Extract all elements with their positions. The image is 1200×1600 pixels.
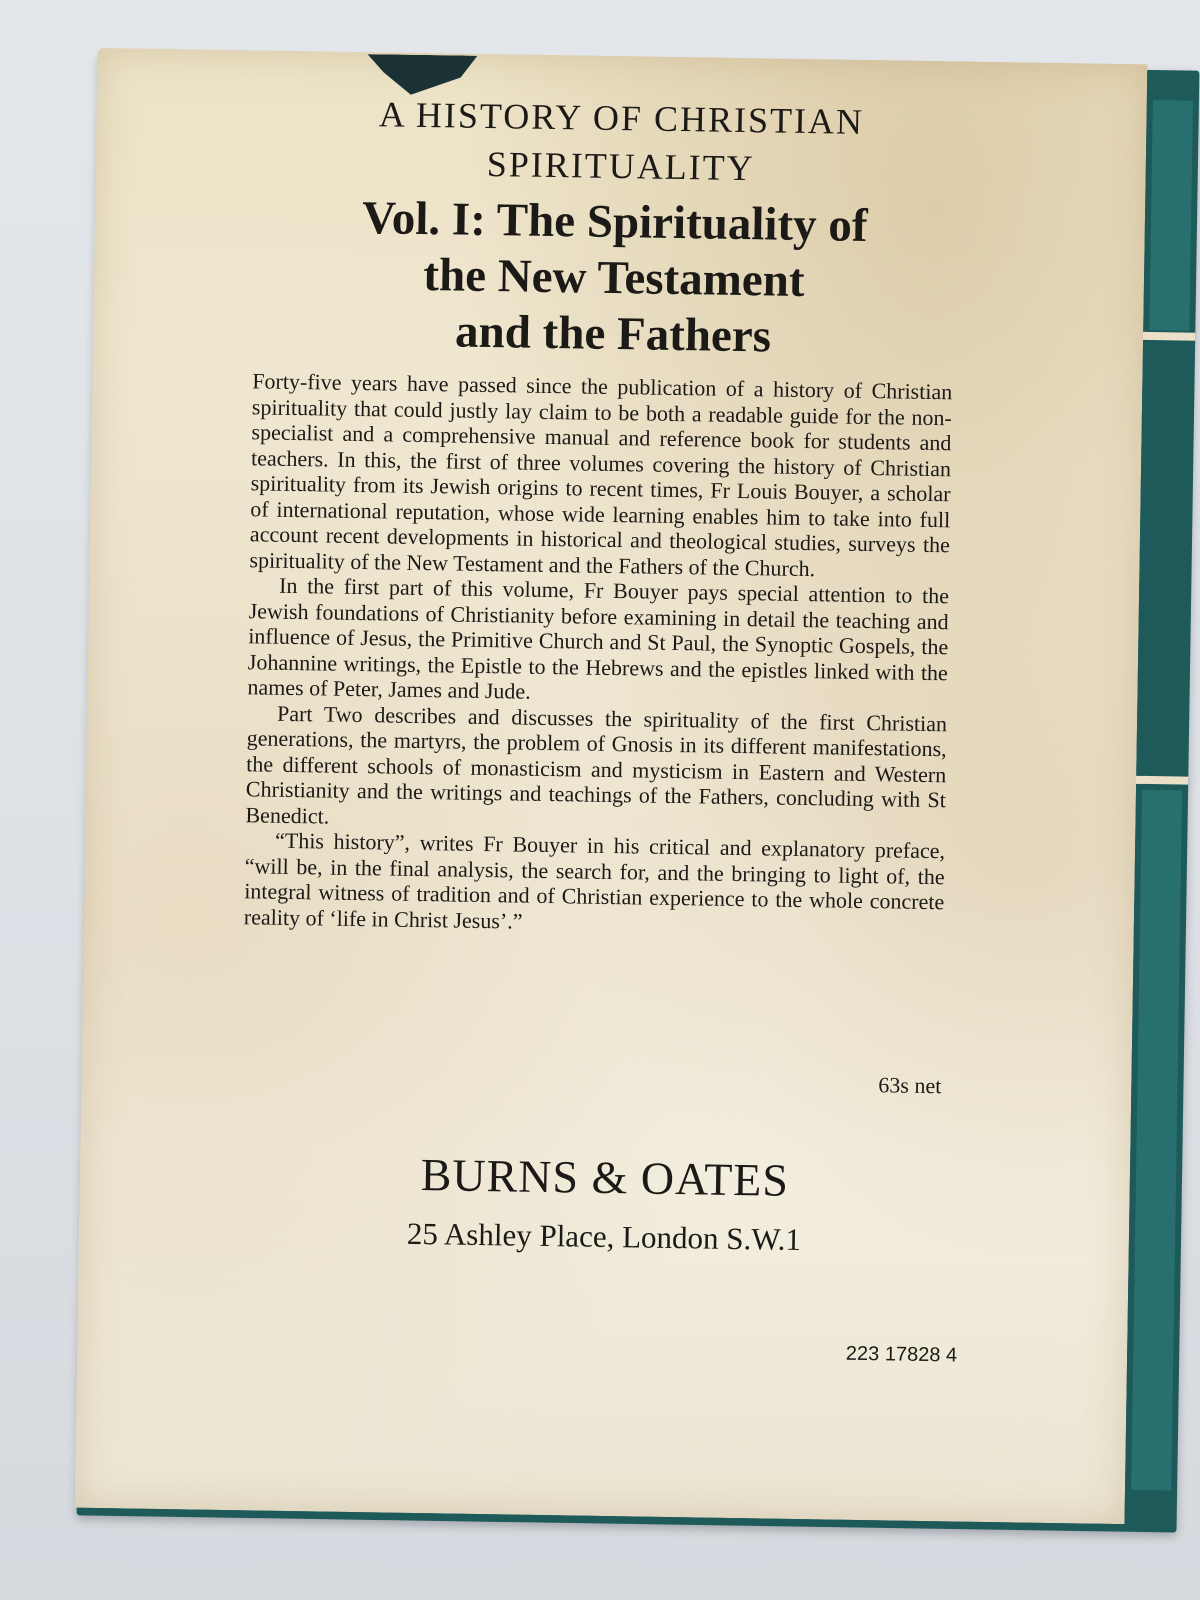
- blurb-paragraph: “This history”, writes Fr Bouyer in his critical and explanatory preface, “will be, in the final analysis, the search for, and the bringing to light of, the integral witness of tradition and of Christian experience to the whole concrete reality of ‘life in Christ Jesus’.”: [243, 827, 946, 934]
- isbn-number: 223 17828 4: [845, 1342, 958, 1367]
- volume-title-line-3: and the Fathers: [454, 305, 772, 363]
- publisher-name: BURNS & OATES: [420, 1149, 790, 1206]
- blurb-paragraph: In the first part of this volume, Fr Bouyer pays special attention to the Jewish foundations of Christianity before examining in detail the teaching and influence of Jesus, the Primitive Church and St Paul, the Synoptic Gospels, the Johannine writings, the Epistle to the Hebrews and the epistles linked with the names of Peter, James and Jude.: [247, 572, 950, 704]
- spine-stripe-upper: [1149, 100, 1193, 331]
- spine-band-lower: [1128, 776, 1188, 785]
- volume-title-line-1: Vol. I: The Spirituality of: [361, 192, 868, 252]
- series-title-line-2: SPIRITUALITY: [486, 143, 756, 189]
- volume-title-line-2: the New Testament: [423, 248, 805, 307]
- spine-band-upper: [1135, 332, 1195, 341]
- book-back-cover: [75, 48, 1148, 1524]
- series-title: [95, 86, 1146, 198]
- description-blurb: [244, 368, 953, 940]
- blurb-paragraph: Part Two describes and discusses the spirituality of the first Christian generations, the martyrs, the problem of Gnosis in its different manifestations, the different schools of monasticism and mysticism in Eastern and Western Christianity and the writings and teachings of the Fathers, concluding with St Benedict.: [245, 700, 948, 829]
- spine-stripe-lower: [1131, 790, 1182, 1491]
- publisher-address: 25 Ashley Place, London S.W.1: [406, 1215, 802, 1258]
- price-label: 63s net: [878, 1072, 942, 1099]
- volume-title: [213, 188, 1016, 369]
- blurb-paragraph: Forty-five years have passed since the publication of a history of Christian spirituality that could justly lay claim to be both a readable guide for the non-specialist and a comprehensive manual and reference book for students and teachers. In this, the first of three volumes covering the history of Christian spirituality from its Jewish origins to recent times, Fr Louis Bouyer, a scholar of international reputation, whose wide learning enables him to take into full account recent developments in historical and theological studies, surveys the spirituality of the New Testament and the Fathers of the Church.: [249, 368, 953, 581]
- series-title-line-1: A HISTORY OF CHRISTIAN: [378, 94, 865, 142]
